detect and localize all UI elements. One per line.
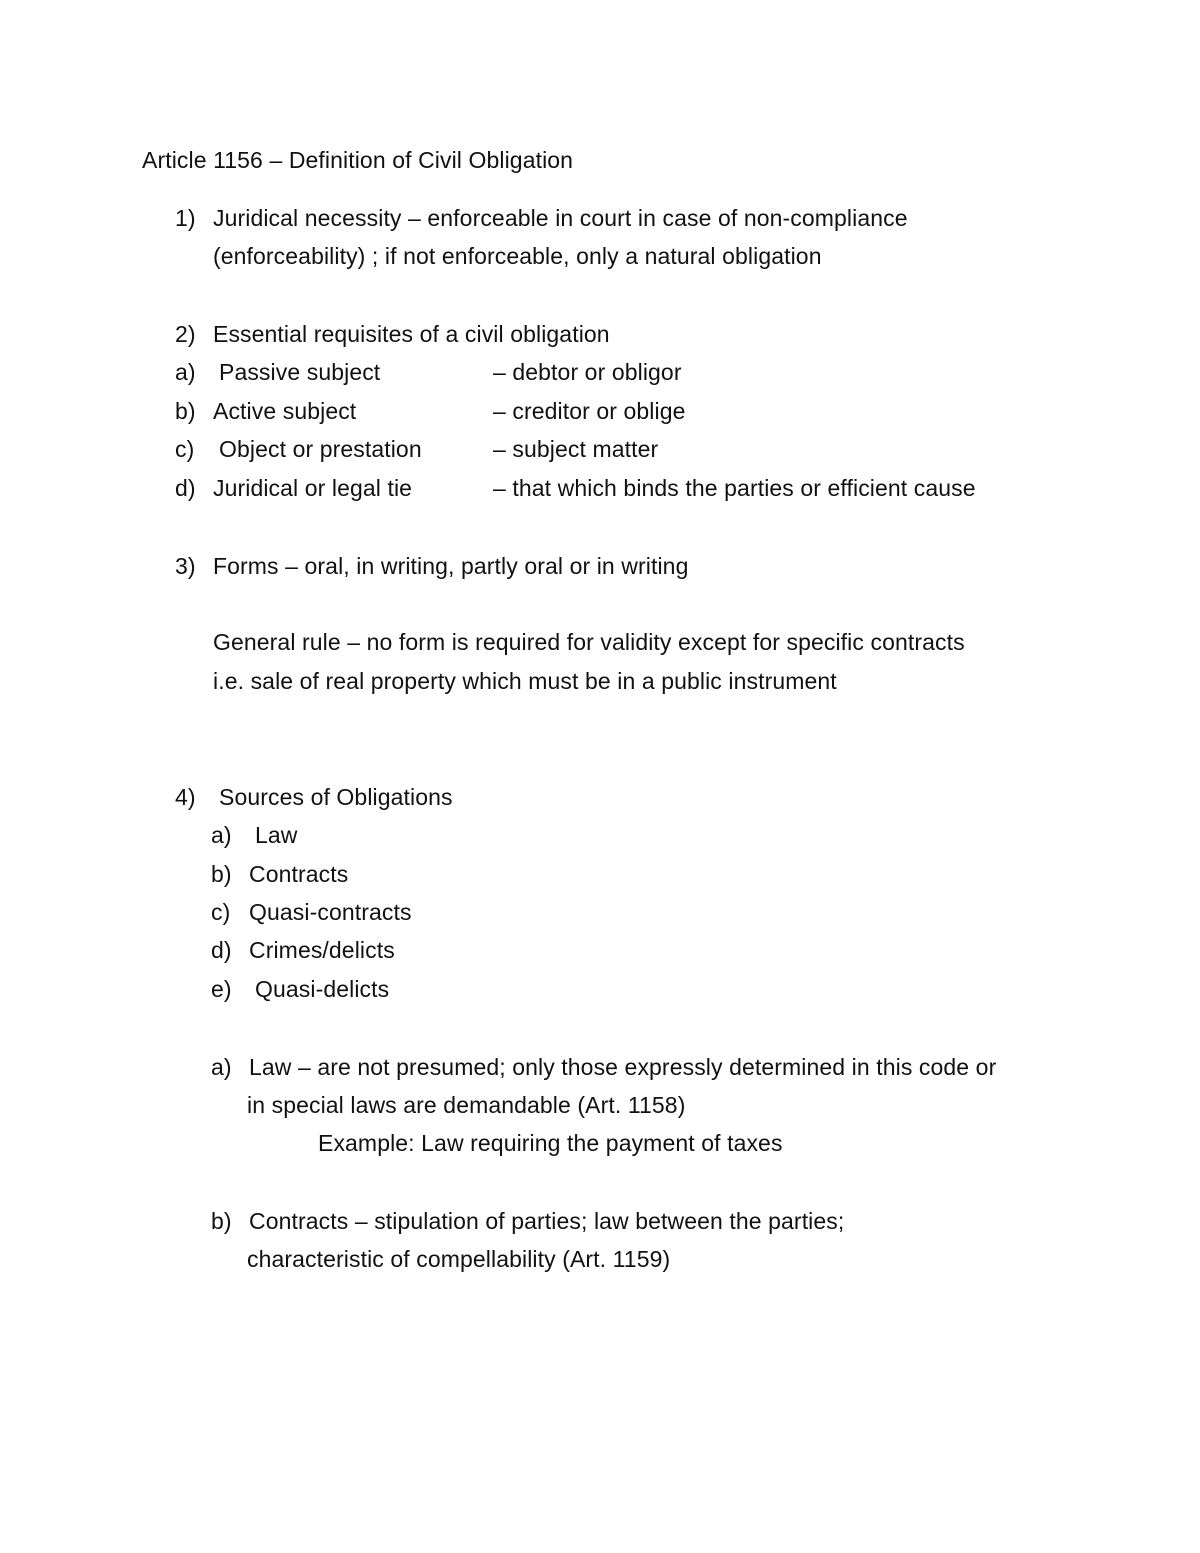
contracts-detail-text: Contracts – stipulation of parties; law between the parties; [249,1208,845,1234]
section-1-number: 1) [175,205,196,231]
contracts-detail-letter: b) [211,1208,232,1234]
source-letter: a) [211,822,232,848]
section-1-line-2: (enforceability) ; if not enforceable, only a natural obligation [213,243,822,269]
section-3-heading-text: Forms – oral, in writing, partly oral or in writing [213,553,689,579]
source-label: Quasi-delicts [255,976,390,1002]
section-4-number: 4) [175,784,196,810]
source-letter: c) [211,899,231,925]
requisite-term: Juridical or legal tie [213,475,413,501]
section-4-heading-text: Sources of Obligations [219,784,453,810]
requisite-row [175,396,1075,426]
requisite-desc: – debtor or obligor [493,359,682,385]
requisite-term: Passive subject [219,359,381,385]
source-label: Quasi-contracts [249,899,412,925]
section-2-heading-text: Essential requisites of a civil obligation [213,321,610,347]
requisite-letter: a) [175,359,196,385]
source-label: Contracts [249,861,349,887]
law-detail-letter: a) [211,1054,232,1080]
section-2-heading [175,319,610,349]
source-item [211,820,298,850]
general-rule-line-2: i.e. sale of real property which must be in a public instrument [213,668,837,694]
requisite-row [175,473,1075,503]
section-1-line-1 [175,203,908,233]
law-detail-text: Law – are not presumed; only those expressly determined in this code or [249,1054,997,1080]
page-title: Article 1156 – Definition of Civil Obligation [142,147,574,173]
requisite-desc: – subject matter [493,436,659,462]
contracts-detail-line-1 [211,1206,844,1236]
requisite-term: Object or prestation [219,436,422,462]
contracts-detail-line-2: characteristic of compellability (Art. 1159) [247,1246,671,1272]
requisite-desc: – that which binds the parties or efficient cause [493,475,976,501]
requisite-letter: c) [175,436,195,462]
source-item [211,935,395,965]
source-item [211,859,348,889]
requisite-letter: d) [175,475,196,501]
source-item [211,974,389,1004]
section-4-heading [175,782,453,812]
requisite-letter: b) [175,398,196,424]
requisite-row [175,434,1075,464]
source-label: Crimes/delicts [249,937,395,963]
requisite-desc: – creditor or oblige [493,398,686,424]
general-rule-line-1: General rule – no form is required for validity except for specific contracts [213,629,965,655]
source-label: Law [255,822,298,848]
law-detail-line-1 [211,1052,996,1082]
source-letter: d) [211,937,232,963]
law-detail-line-2: in special laws are demandable (Art. 1158) [247,1092,686,1118]
source-letter: b) [211,861,232,887]
law-example: Example: Law requiring the payment of taxes [318,1130,783,1156]
section-1-text: Juridical necessity – enforceable in court in case of non-compliance [213,205,908,231]
section-3-heading [175,551,688,581]
source-item [211,897,412,927]
section-3-number: 3) [175,553,196,579]
section-2-number: 2) [175,321,196,347]
source-letter: e) [211,976,232,1002]
requisite-term: Active subject [213,398,357,424]
requisite-row [175,357,1075,387]
